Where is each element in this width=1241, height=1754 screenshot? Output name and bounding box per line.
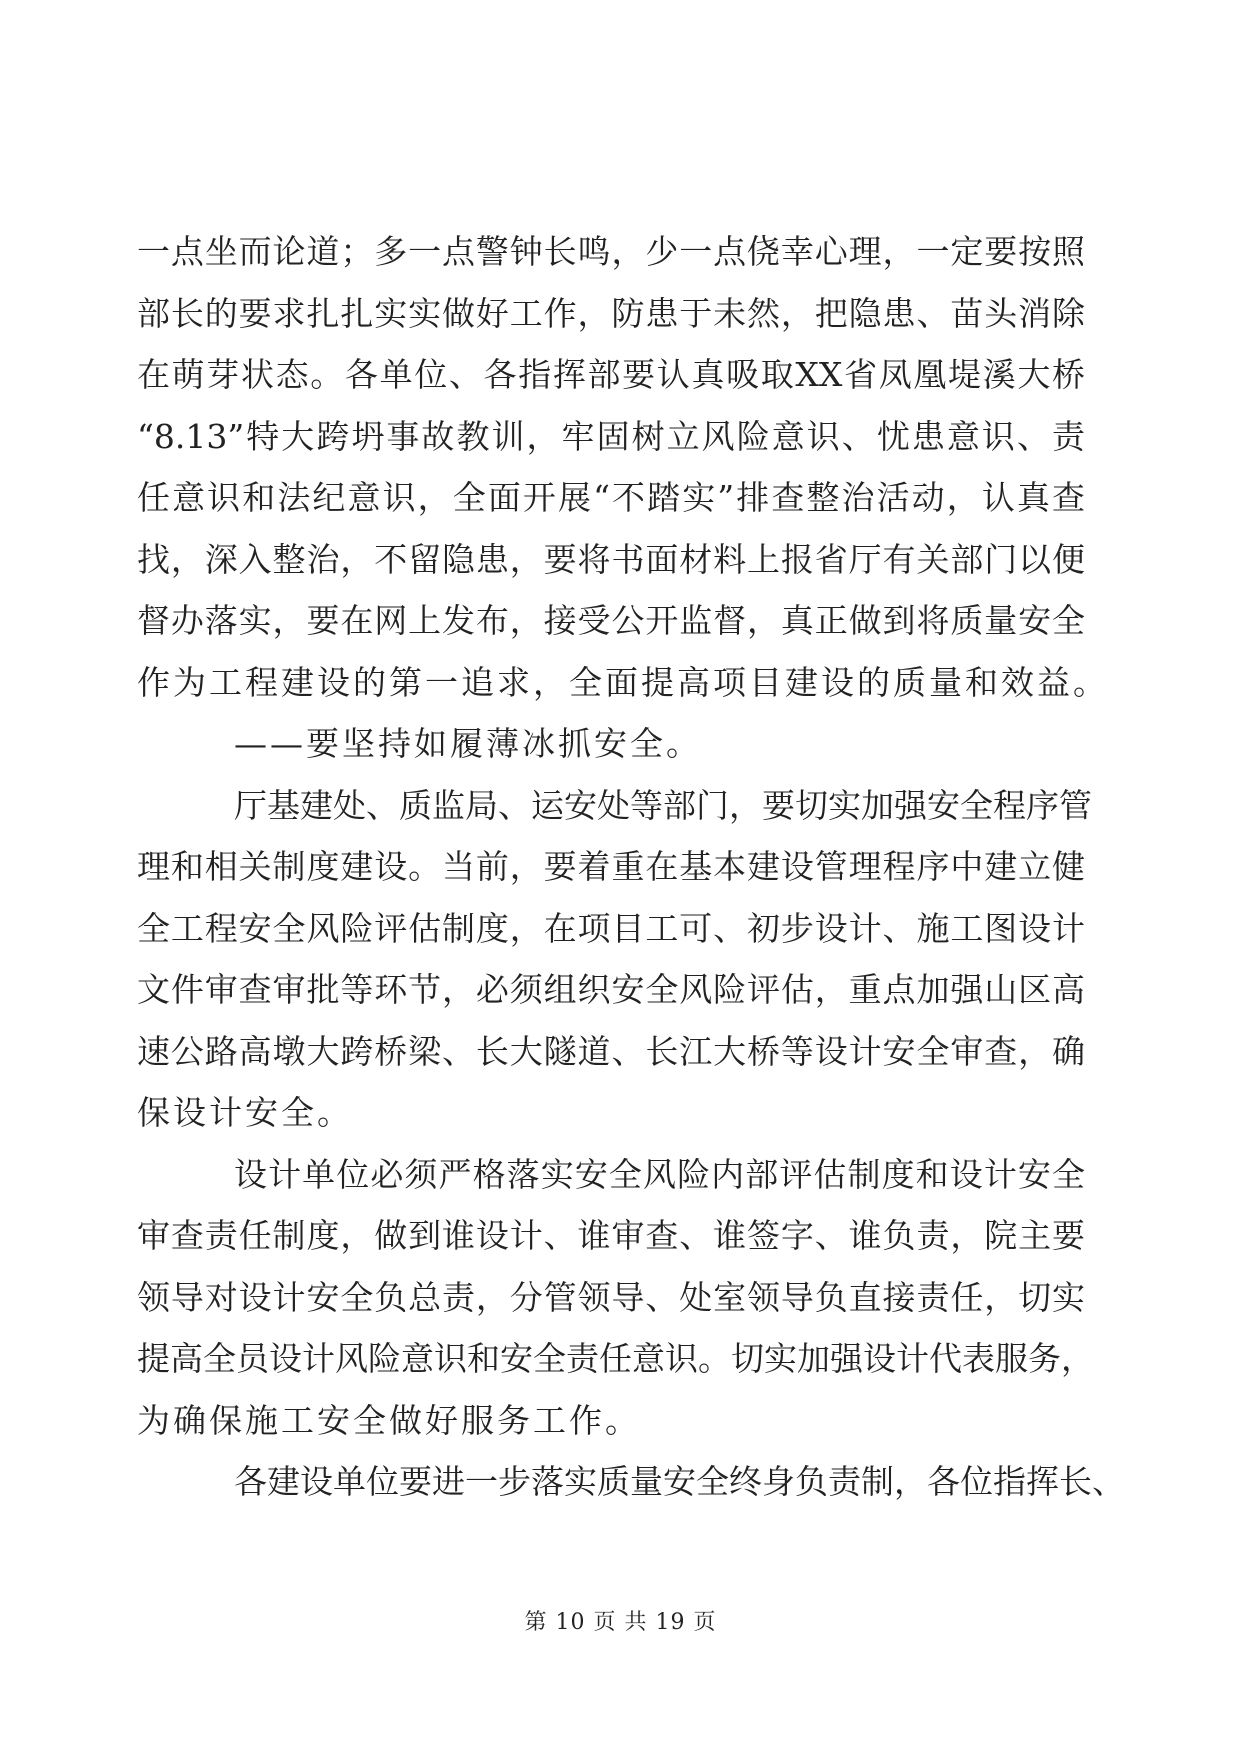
text-line: 文件审查审批等环节，必须组织安全风险评估，重点加强山区高 (137, 970, 1085, 1009)
text-line: 一点坐而论道；多一点警钟长鸣，少一点侥幸心理，一定要按照 (137, 232, 1085, 271)
text-line: 各建设单位要进一步落实质量安全终身负责制，各位指挥长、 (234, 1462, 1125, 1501)
text-line: 领导对设计安全负总责，分管领导、处室领导负直接责任，切实 (137, 1277, 1085, 1317)
text-line: 部长的要求扎扎实实做好工作，防患于未然，把隐患、苗头消除 (137, 293, 1085, 333)
text-line: 找，深入整治，不留隐患，要将书面材料上报省厅有关部门以便 (137, 539, 1085, 579)
section-heading: ——要坚持如履薄冰抓安全。 (234, 724, 702, 763)
text-line: 提高全员设计风险意识和安全责任意识。切实加强设计代表服务， (137, 1339, 1094, 1378)
text-line: 在萌芽状态。各单位、各指挥部要认真吸取XX省凤凰堤溪大桥 (137, 355, 1085, 394)
text-line: 理和相关制度建设。当前，要着重在基本建设管理程序中建立健 (137, 847, 1085, 886)
body-text (137, 221, 1125, 1513)
text-line: 作为工程建设的第一追求，全面提高项目建设的质量和效益。 (137, 662, 1109, 702)
text-line: “8.13”特大跨坍事故教训，牢固树立风险意识、忧患意识、责 (137, 416, 1085, 456)
text-line: 为确保施工安全做好服务工作。 (137, 1400, 641, 1440)
text-line: 设计单位必须严格落实安全风险内部评估制度和设计安全 (234, 1154, 1085, 1194)
text-line: 督办落实，要在网上发布，接受公开监督，真正做到将质量安全 (137, 601, 1085, 640)
text-line: 保设计安全。 (137, 1093, 353, 1132)
text-line: 审查责任制度，做到谁设计、谁审查、谁签字、谁负责，院主要 (137, 1216, 1085, 1255)
text-line: 全工程安全风险评估制度，在项目工可、初步设计、施工图设计 (137, 908, 1085, 948)
text-line: 速公路高墩大跨桥梁、长大隧道、长江大桥等设计安全审查，确 (137, 1031, 1085, 1071)
text-line: 厅基建处、质监局、运安处等部门，要切实加强安全程序管 (234, 785, 1092, 825)
page-footer: 第 10 页 共 19 页 (524, 1610, 717, 1635)
text-line: 任意识和法纪意识，全面开展“不踏实”排查整治活动，认真查 (137, 478, 1085, 517)
